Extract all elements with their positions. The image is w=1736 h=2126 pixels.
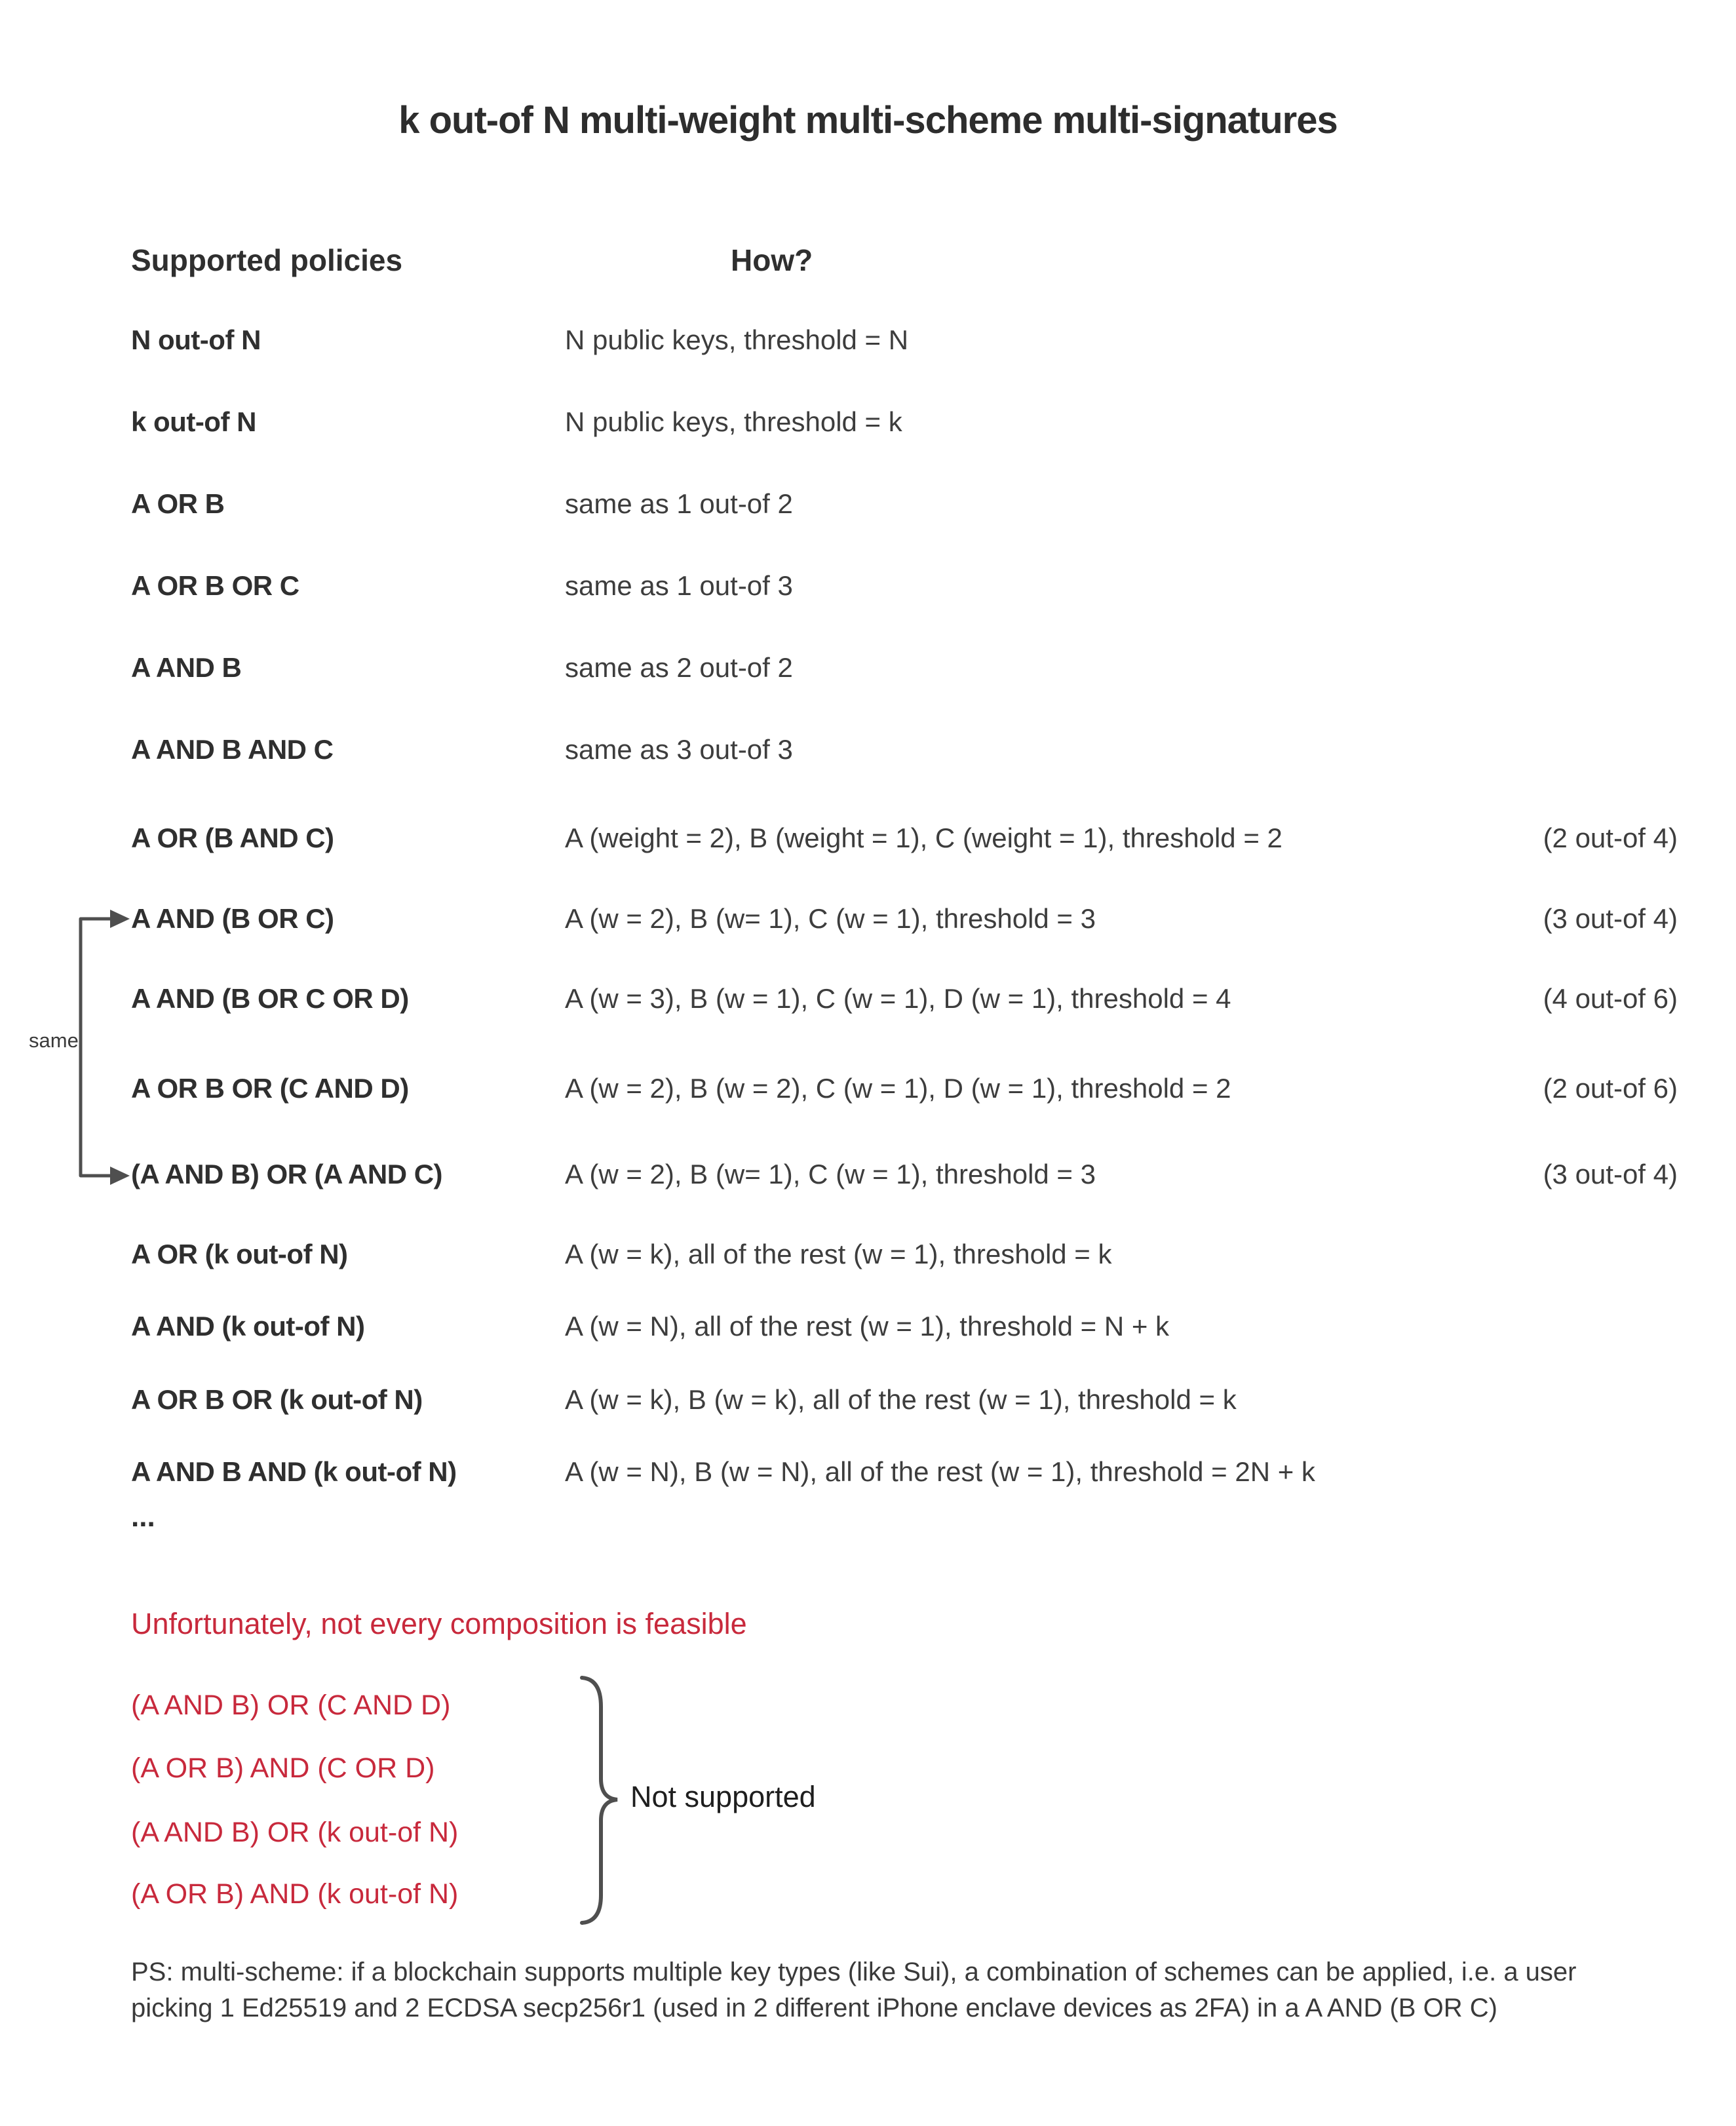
policy-label: A AND (k out-of N) <box>131 1311 365 1342</box>
how-text: same as 1 out-of 3 <box>565 570 793 601</box>
same-bracket-arrowheads-icon <box>110 910 130 1185</box>
policy-row <box>131 324 1678 356</box>
equivalent-threshold-note: (3 out-of 4) <box>1543 1159 1678 1189</box>
policy-label: A OR B OR (C AND D) <box>131 1073 409 1104</box>
policy-row <box>131 1311 1678 1342</box>
not-supported-label: Not supported <box>630 1780 816 1813</box>
policy-row <box>131 734 1678 765</box>
how-text: A (w = 3), B (w = 1), C (w = 1), D (w = 1), threshold = 4 <box>565 983 1231 1014</box>
policy-row <box>131 1239 1678 1270</box>
policy-row <box>131 983 1678 1015</box>
how-text: A (w = N), B (w = N), all of the rest (w = 1), threshold = 2N + k <box>565 1456 1315 1487</box>
policy-label: (A AND B) OR (A AND C) <box>131 1159 443 1189</box>
column-header-how: How? <box>731 243 813 277</box>
policy-label: A OR B OR C <box>131 570 299 601</box>
policy-row <box>131 1073 1678 1104</box>
page-title: k out-of N multi-weight multi-scheme multi-signatures <box>398 99 1338 142</box>
how-text: A (w = k), all of the rest (w = 1), threshold = k <box>565 1239 1112 1269</box>
not-supported-item: (A OR B) AND (C OR D) <box>131 1752 435 1784</box>
how-text: A (w = 2), B (w = 2), C (w = 1), D (w = 1), threshold = 2 <box>565 1073 1231 1104</box>
how-text: same as 3 out-of 3 <box>565 734 793 765</box>
policy-row <box>131 488 1678 520</box>
how-text: N public keys, threshold = k <box>565 406 902 437</box>
not-supported-item: (A OR B) AND (k out-of N) <box>131 1878 459 1910</box>
policy-label: A AND B <box>131 652 242 683</box>
policy-row <box>131 1384 1678 1416</box>
policy-row <box>131 652 1678 684</box>
policy-label: A OR B OR (k out-of N) <box>131 1384 423 1415</box>
policy-row <box>131 822 1678 854</box>
policy-row <box>131 903 1678 935</box>
how-text: N public keys, threshold = N <box>565 324 909 355</box>
how-text: A (w = 2), B (w= 1), C (w = 1), threshold = 3 <box>565 903 1096 934</box>
column-header-supported-policies: Supported policies <box>131 243 403 277</box>
equivalent-threshold-note: (3 out-of 4) <box>1543 903 1678 934</box>
how-text: same as 1 out-of 2 <box>565 488 793 519</box>
policy-label: A AND B AND (k out-of N) <box>131 1456 457 1487</box>
how-text: A (w = N), all of the rest (w = 1), threshold = N + k <box>565 1311 1170 1342</box>
policy-label: A AND B AND C <box>131 734 334 765</box>
policy-row <box>131 1159 1678 1190</box>
policy-label: k out-of N <box>131 406 256 437</box>
equivalent-threshold-note: (4 out-of 6) <box>1543 983 1678 1014</box>
not-supported-item: (A AND B) OR (C AND D) <box>131 1690 451 1721</box>
policy-row <box>131 406 1678 438</box>
how-text: A (weight = 2), B (weight = 1), C (weight = 1), threshold = 2 <box>565 822 1283 853</box>
warning-heading: Unfortunately, not every composition is feasible <box>131 1607 747 1640</box>
policy-label: A OR (k out-of N) <box>131 1239 348 1269</box>
how-text: A (w = k), B (w = k), all of the rest (w = 1), threshold = k <box>565 1384 1237 1415</box>
policy-label: N out-of N <box>131 324 261 355</box>
not-supported-item: (A AND B) OR (k out-of N) <box>131 1817 459 1848</box>
not-supported-brace-icon <box>582 1678 617 1923</box>
policy-label: A AND (B OR C OR D) <box>131 983 409 1014</box>
policy-label: A OR (B AND C) <box>131 822 334 853</box>
equivalent-threshold-note: (2 out-of 4) <box>1543 822 1678 853</box>
same-annotation-label: same <box>29 1029 79 1052</box>
policy-label: A AND (B OR C) <box>131 903 334 934</box>
policy-row <box>131 570 1678 602</box>
policy-label: A OR B <box>131 488 225 519</box>
policy-row <box>131 1456 1678 1488</box>
how-text: same as 2 out-of 2 <box>565 652 793 683</box>
same-bracket-arrows-icon <box>81 919 111 1176</box>
how-text: A (w = 2), B (w= 1), C (w = 1), threshold = 3 <box>565 1159 1096 1189</box>
footnote-ps: PS: multi-scheme: if a blockchain supports multiple key types (like Sui), a combination of schemes can be applied, i.e. a user picking 1 Ed25519 and 2 ECDSA secp256r1 (used in 2 different iPhone enclave devices as 2FA) in a A AND (B OR C) <box>131 1958 1577 2022</box>
equivalent-threshold-note: (2 out-of 6) <box>1543 1073 1678 1104</box>
table-ellipsis: ... <box>131 1501 155 1533</box>
